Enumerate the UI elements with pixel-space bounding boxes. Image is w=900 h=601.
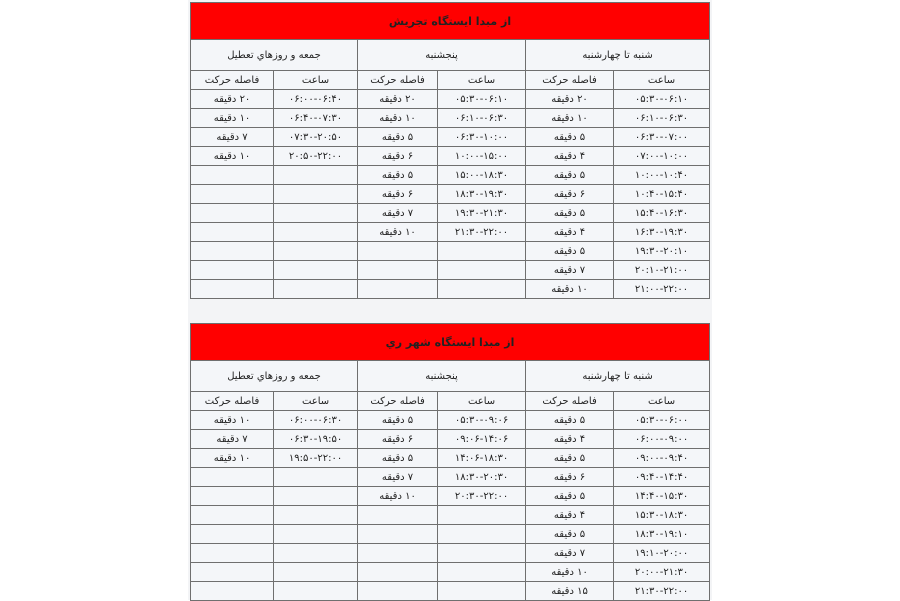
time-range-cell: ۱۸:۳۰-۱۹:۳۰	[438, 185, 526, 204]
time-range-cell: ۰۶:۱۰-۰۶:۳۰	[438, 109, 526, 128]
interval-cell	[191, 223, 274, 242]
table-row	[191, 468, 710, 487]
day-header: جمعه و روزهاي تعطيل	[191, 361, 358, 392]
interval-cell: ۵ دقیقه	[526, 411, 614, 430]
time-range-cell	[274, 204, 358, 223]
interval-cell: ۱۰ دقیقه	[358, 223, 438, 242]
interval-cell: ۶ دقیقه	[526, 185, 614, 204]
table-row	[191, 544, 710, 563]
time-range-cell	[274, 242, 358, 261]
interval-cell	[358, 280, 438, 299]
table-row	[191, 487, 710, 506]
time-range-cell	[438, 506, 526, 525]
time-range-cell	[274, 185, 358, 204]
time-range-cell: ۲۱:۰۰-۲۲:۰۰	[614, 280, 710, 299]
table-row	[191, 109, 710, 128]
interval-cell: ۴ دقیقه	[526, 506, 614, 525]
time-range-cell: ۱۵:۰۰-۱۸:۳۰	[438, 166, 526, 185]
timetable-shahr-e-rey	[190, 323, 710, 601]
interval-cell	[191, 280, 274, 299]
interval-cell	[191, 487, 274, 506]
interval-cell	[358, 242, 438, 261]
timetable-tajrish	[190, 2, 710, 299]
interval-cell	[191, 563, 274, 582]
time-range-cell: ۰۶:۱۰-۰۶:۳۰	[614, 109, 710, 128]
time-range-cell: ۰۷:۳۰-۲۰:۵۰	[274, 128, 358, 147]
time-range-cell: ۲۰:۳۰-۲۲:۰۰	[438, 487, 526, 506]
time-range-cell: ۱۶:۳۰-۱۹:۳۰	[614, 223, 710, 242]
day-header: پنجشنبه	[358, 40, 526, 71]
interval-column-header: فاصله حرکت	[191, 71, 274, 90]
time-range-cell	[274, 563, 358, 582]
day-header-row	[191, 361, 710, 392]
day-header: شنبه تا چهارشنبه	[526, 361, 710, 392]
interval-column-header: فاصله حرکت	[526, 392, 614, 411]
interval-cell: ۵ دقیقه	[358, 166, 438, 185]
interval-cell: ۲۰ دقیقه	[526, 90, 614, 109]
timetable-container	[188, 0, 712, 600]
interval-cell: ۷ دقیقه	[526, 261, 614, 280]
time-range-cell	[438, 582, 526, 601]
time-range-cell	[438, 544, 526, 563]
interval-cell: ۱۰ دقیقه	[526, 109, 614, 128]
interval-cell	[191, 506, 274, 525]
table-row	[191, 430, 710, 449]
interval-cell: ۵ دقیقه	[358, 449, 438, 468]
time-range-cell: ۰۹:۰۶-۱۴:۰۶	[438, 430, 526, 449]
table-row	[191, 185, 710, 204]
interval-cell: ۲۰ دقیقه	[358, 90, 438, 109]
interval-cell	[191, 525, 274, 544]
time-range-cell: ۰۶:۴۰-۰۷:۳۰	[274, 109, 358, 128]
table-row	[191, 525, 710, 544]
time-range-cell: ۰۵:۳۰-۰۶:۱۰	[438, 90, 526, 109]
time-range-cell: ۱۸:۳۰-۱۹:۱۰	[614, 525, 710, 544]
time-range-cell: ۲۱:۳۰-۲۲:۰۰	[438, 223, 526, 242]
interval-cell	[191, 185, 274, 204]
interval-cell: ۵ دقیقه	[526, 525, 614, 544]
time-range-cell	[438, 525, 526, 544]
day-header-row	[191, 40, 710, 71]
table-row	[191, 261, 710, 280]
table-row	[191, 582, 710, 601]
time-column-header: ساعت	[274, 392, 358, 411]
time-range-cell: ۰۶:۰۰-۰۶:۴۰	[274, 90, 358, 109]
time-range-cell	[274, 166, 358, 185]
time-range-cell: ۰۶:۰۰-۰۶:۳۰	[274, 411, 358, 430]
interval-cell: ۵ دقیقه	[526, 128, 614, 147]
interval-cell	[191, 468, 274, 487]
day-header: جمعه و روزهاي تعطيل	[191, 40, 358, 71]
interval-cell: ۱۰ دقیقه	[526, 563, 614, 582]
time-column-header: ساعت	[438, 392, 526, 411]
time-range-cell	[274, 525, 358, 544]
interval-cell: ۵ دقیقه	[358, 411, 438, 430]
interval-cell	[191, 166, 274, 185]
title-row	[191, 3, 710, 40]
time-range-cell: ۰۷:۰۰-۱۰:۰۰	[614, 147, 710, 166]
time-range-cell: ۰۵:۳۰-۰۹:۰۶	[438, 411, 526, 430]
interval-cell: ۱۰ دقیقه	[358, 487, 438, 506]
time-range-cell	[274, 468, 358, 487]
time-range-cell: ۱۴:۴۰-۱۵:۳۰	[614, 487, 710, 506]
table-row	[191, 204, 710, 223]
interval-cell: ۷ دقیقه	[526, 544, 614, 563]
time-range-cell: ۰۵:۳۰-۰۶:۰۰	[614, 411, 710, 430]
interval-cell: ۲۰ دقیقه	[191, 90, 274, 109]
time-range-cell	[274, 506, 358, 525]
interval-cell: ۶ دقیقه	[526, 468, 614, 487]
interval-cell: ۱۰ دقیقه	[191, 411, 274, 430]
time-range-cell	[274, 544, 358, 563]
interval-cell: ۱۰ دقیقه	[358, 109, 438, 128]
time-range-cell	[274, 582, 358, 601]
time-column-header: ساعت	[438, 71, 526, 90]
interval-cell: ۴ دقیقه	[526, 223, 614, 242]
column-header-row	[191, 392, 710, 411]
time-range-cell	[274, 280, 358, 299]
interval-cell: ۵ دقیقه	[526, 487, 614, 506]
interval-cell	[358, 261, 438, 280]
time-range-cell	[274, 223, 358, 242]
interval-cell: ۱۵ دقیقه	[526, 582, 614, 601]
interval-cell: ۱۰ دقیقه	[191, 449, 274, 468]
interval-column-header: فاصله حرکت	[191, 392, 274, 411]
time-range-cell: ۲۰:۱۰-۲۱:۰۰	[614, 261, 710, 280]
time-range-cell: ۱۵:۳۰-۱۸:۳۰	[614, 506, 710, 525]
interval-cell	[191, 242, 274, 261]
time-column-header: ساعت	[614, 71, 710, 90]
time-range-cell: ۱۵:۴۰-۱۶:۳۰	[614, 204, 710, 223]
interval-column-header: فاصله حرکت	[358, 392, 438, 411]
table-row	[191, 128, 710, 147]
time-range-cell: ۲۰:۵۰-۲۲:۰۰	[274, 147, 358, 166]
time-range-cell: ۰۹:۰۰-۰۹:۴۰	[614, 449, 710, 468]
interval-cell: ۶ دقیقه	[358, 430, 438, 449]
time-column-header: ساعت	[274, 71, 358, 90]
table-row	[191, 506, 710, 525]
time-range-cell	[438, 261, 526, 280]
day-header: پنجشنبه	[358, 361, 526, 392]
interval-cell	[358, 506, 438, 525]
interval-cell: ۷ دقیقه	[191, 430, 274, 449]
interval-cell: ۴ دقیقه	[526, 147, 614, 166]
interval-cell: ۷ دقیقه	[191, 128, 274, 147]
interval-cell	[191, 204, 274, 223]
time-range-cell	[438, 563, 526, 582]
interval-cell: ۵ دقیقه	[358, 128, 438, 147]
table-row	[191, 411, 710, 430]
table-row	[191, 166, 710, 185]
interval-cell	[191, 261, 274, 280]
interval-cell	[358, 582, 438, 601]
table-row	[191, 147, 710, 166]
interval-cell	[358, 544, 438, 563]
time-column-header: ساعت	[614, 392, 710, 411]
time-range-cell: ۱۹:۳۰-۲۰:۱۰	[614, 242, 710, 261]
time-range-cell	[438, 280, 526, 299]
table-row	[191, 90, 710, 109]
time-range-cell: ۱۹:۱۰-۲۰:۰۰	[614, 544, 710, 563]
column-header-row	[191, 71, 710, 90]
time-range-cell: ۰۶:۳۰-۱۹:۵۰	[274, 430, 358, 449]
interval-cell	[191, 544, 274, 563]
time-range-cell	[274, 487, 358, 506]
interval-column-header: فاصله حرکت	[358, 71, 438, 90]
table-row	[191, 563, 710, 582]
interval-cell: ۷ دقیقه	[358, 468, 438, 487]
interval-cell	[358, 563, 438, 582]
time-range-cell: ۱۴:۰۶-۱۸:۳۰	[438, 449, 526, 468]
interval-cell: ۵ دقیقه	[526, 449, 614, 468]
interval-cell: ۴ دقیقه	[526, 430, 614, 449]
time-range-cell: ۱۰:۴۰-۱۵:۴۰	[614, 185, 710, 204]
interval-cell	[358, 525, 438, 544]
interval-cell: ۶ دقیقه	[358, 185, 438, 204]
day-header: شنبه تا چهارشنبه	[526, 40, 710, 71]
interval-cell: ۶ دقیقه	[358, 147, 438, 166]
time-range-cell: ۱۰:۰۰-۱۵:۰۰	[438, 147, 526, 166]
time-range-cell: ۰۶:۰۰-۰۹:۰۰	[614, 430, 710, 449]
time-range-cell: ۱۹:۳۰-۲۱:۳۰	[438, 204, 526, 223]
table-title: از مبدا ایستگاه شهر ري	[191, 324, 710, 361]
interval-cell: ۵ دقیقه	[526, 204, 614, 223]
interval-cell: ۱۰ دقیقه	[191, 109, 274, 128]
time-range-cell: ۰۵:۳۰-۰۶:۱۰	[614, 90, 710, 109]
table-title: از مبدا ایستگاه تجریش	[191, 3, 710, 40]
time-range-cell: ۰۹:۴۰-۱۴:۴۰	[614, 468, 710, 487]
table-row	[191, 280, 710, 299]
title-row	[191, 324, 710, 361]
interval-cell: ۵ دقیقه	[526, 242, 614, 261]
time-range-cell	[274, 261, 358, 280]
interval-cell: ۱۰ دقیقه	[526, 280, 614, 299]
time-range-cell: ۰۶:۳۰-۱۰:۰۰	[438, 128, 526, 147]
time-range-cell: ۲۰:۰۰-۲۱:۳۰	[614, 563, 710, 582]
table-row	[191, 223, 710, 242]
interval-cell: ۱۰ دقیقه	[191, 147, 274, 166]
interval-cell: ۷ دقیقه	[358, 204, 438, 223]
interval-cell: ۵ دقیقه	[526, 166, 614, 185]
time-range-cell: ۰۶:۳۰-۰۷:۰۰	[614, 128, 710, 147]
time-range-cell: ۱۰:۰۰-۱۰:۴۰	[614, 166, 710, 185]
time-range-cell	[438, 242, 526, 261]
time-range-cell: ۱۹:۵۰-۲۲:۰۰	[274, 449, 358, 468]
time-range-cell: ۱۸:۳۰-۲۰:۳۰	[438, 468, 526, 487]
table-row	[191, 242, 710, 261]
interval-column-header: فاصله حرکت	[526, 71, 614, 90]
interval-cell	[191, 582, 274, 601]
time-range-cell: ۲۱:۳۰-۲۲:۰۰	[614, 582, 710, 601]
table-row	[191, 449, 710, 468]
